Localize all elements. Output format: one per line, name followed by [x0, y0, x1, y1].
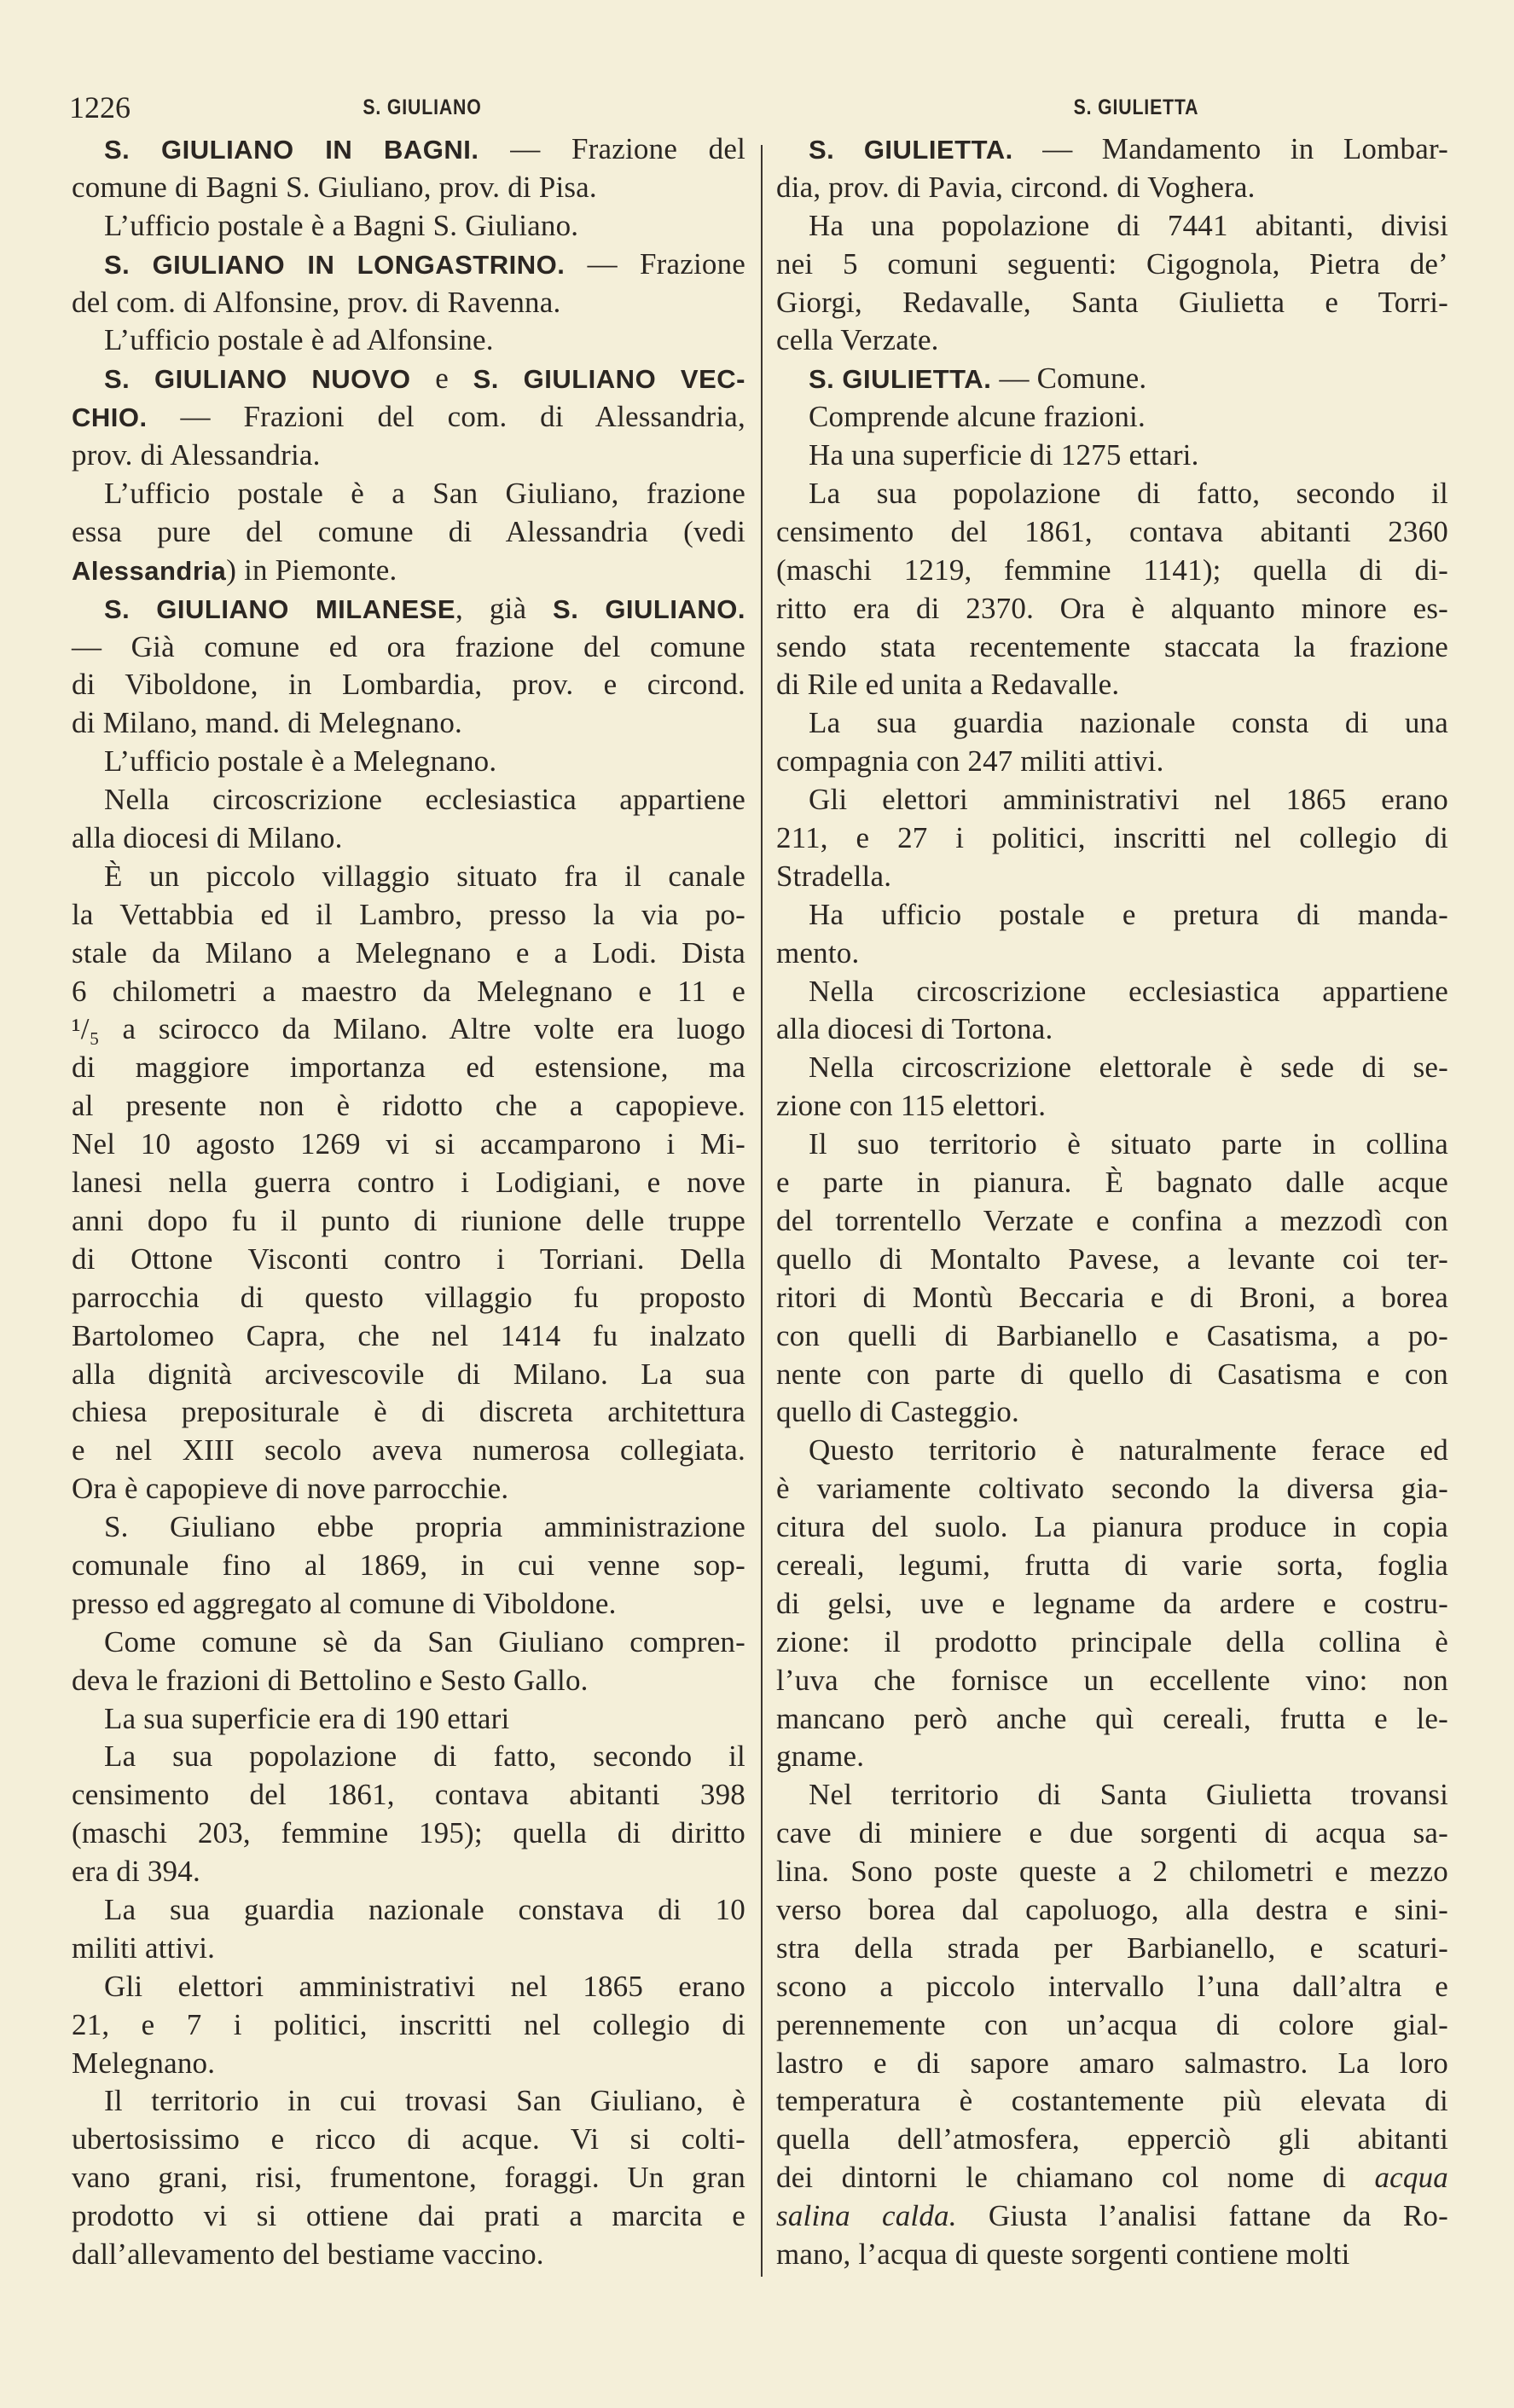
paragraph [72, 781, 745, 858]
paragraph [72, 1700, 745, 1739]
text-line: nente con parte di quello di Casatisma e con [776, 1357, 1448, 1391]
text-line: comune di Bagni S. Giuliano, prov. di Pisa. [72, 170, 597, 204]
entry-headword: S. GIULIANO IN LONGASTRINO. [104, 249, 588, 280]
text-line: 6 chilometri a maestro da Melegnano e 11 e [72, 974, 745, 1008]
text-line: prov. di Alessandria. [72, 438, 321, 472]
text-line: alla diocesi di Milano. [72, 821, 343, 855]
text-line: mano, l’acqua di queste sorgenti contiene molti [776, 2237, 1350, 2271]
text-line: militi attivi. [72, 1930, 216, 1965]
running-head-left: S. GIULIANO [363, 96, 482, 119]
text-segment: Giusta l’analisi fattane da Ro- [956, 2199, 1448, 2233]
text-line: mento. [776, 935, 860, 970]
text-line: al presente non è ridotto che a capopieve. [72, 1089, 745, 1123]
text-line: di Viboldone, in Lombardia, prov. e circond. [72, 668, 745, 702]
text-line: dall’allevamento del bestiame vaccino. [72, 2237, 544, 2271]
text-segment: — Mandamento in Lombar- [1042, 132, 1448, 165]
text-line: La sua superficie era di 190 ettari [104, 1701, 510, 1735]
text-line: Gli elettori amministrativi nel 1865 erano [809, 783, 1448, 817]
text-line: compagnia con 247 militi attivi. [776, 744, 1164, 779]
text-line: — Già comune ed ora frazione del comune [72, 629, 745, 663]
text-line: stale da Milano a Melegnano e a Lodi. Dista [72, 935, 745, 970]
text-line: cave di miniere e due sorgenti di acqua sa- [776, 1816, 1448, 1850]
text-line: essa pure del comune di Alessandria (vedi [72, 514, 745, 548]
text-line: ritori di Montù Beccaria e di Broni, a borea [776, 1280, 1448, 1314]
text-line: parrocchia di questo villaggio fu proposto [72, 1280, 745, 1314]
paragraph [72, 475, 745, 590]
text-line: La sua guardia nazionale constava di 10 [104, 1892, 745, 1926]
text-line: scono a piccolo intervallo l’una dall’altra e [776, 1969, 1448, 2003]
paragraph [72, 207, 745, 246]
text-line: Nel 10 agosto 1269 vi si accamparono i Mi- [72, 1127, 745, 1161]
text-line: ubertosissimo e ricco di acque. Vi si colti- [72, 2122, 745, 2156]
paragraph [72, 590, 745, 744]
text-line: Nella circoscrizione elettorale è sede di se- [809, 1051, 1448, 1085]
paragraph [72, 130, 745, 207]
paragraph [776, 704, 1448, 781]
paragraph [72, 858, 745, 1508]
text-line: anni dopo fu il punto di riunione delle truppe [72, 1203, 745, 1237]
text-line: verso borea dal capoluogo, alla destra e sini- [776, 1892, 1448, 1926]
text-segment: , già [455, 591, 554, 625]
paragraph [72, 1508, 745, 1624]
text-line: S. Giuliano ebbe propria amministrazione [104, 1510, 745, 1544]
left-column [72, 130, 745, 2274]
text-segment: dei dintorni le chiamano col nome di [776, 2161, 1375, 2195]
paragraph [72, 1891, 745, 1968]
text-line [72, 360, 745, 398]
paragraph [72, 360, 745, 475]
text-line: e parte in pianura. È bagnato dalle acque [776, 1166, 1448, 1200]
text-line: Ora è capopieve di nove parrocchie. [72, 1472, 509, 1506]
text-line: censimento del 1861, contava abitanti 398 [72, 1778, 745, 1812]
paragraph [72, 743, 745, 781]
text-line: censimento del 1861, contava abitanti 2360 [776, 514, 1448, 548]
text-line: di Ottone Visconti contro i Torriani. Della [72, 1242, 745, 1276]
text-line: L’ufficio postale è a Bagni S. Giuliano. [104, 208, 579, 242]
text-line: 21, e 7 i politici, inscritti nel collegio di [72, 2007, 745, 2041]
text-line: Giorgi, Redavalle, Santa Giulietta e Torri- [776, 285, 1448, 319]
text-line: quella dell’atmosfera, epperciò gli abitanti [776, 2122, 1448, 2156]
text-line [72, 590, 745, 628]
text-line: Il territorio in cui trovasi San Giuliano, è [104, 2084, 745, 2118]
entry-headword: S. GIULIANO VEC- [473, 364, 745, 395]
paragraph [72, 321, 745, 360]
text-line: di maggiore importanza ed estensione, ma [72, 1051, 745, 1085]
text-line: dia, prov. di Pavia, circond. di Voghera. [776, 170, 1256, 204]
text-line: La sua popolazione di fatto, secondo il [809, 477, 1448, 511]
text-line: La sua guardia nazionale consta di una [809, 706, 1448, 740]
text-line: comunale fino al 1869, in cui venne sop- [72, 1548, 745, 1582]
text-line: lastro e di sapore amaro salmastro. La loro [776, 2046, 1448, 2080]
right-column [776, 130, 1448, 2274]
running-head-right: S. GIULIETTA [1073, 96, 1199, 119]
text-segment: ) in Piemonte. [226, 553, 397, 587]
text-line: deva le frazioni di Bettolino e Sesto Gallo. [72, 1663, 589, 1697]
text-line: cereali, legumi, frutta di varie sorta, foglia [776, 1548, 1448, 1582]
text-line: Ha una superficie di 1275 ettari. [809, 438, 1199, 472]
paragraph [776, 398, 1448, 437]
text-line: gname. [776, 1739, 865, 1774]
paragraph [72, 1624, 745, 1700]
paragraph [776, 896, 1448, 973]
text-line: chiesa prepositurale è di discreta architettura [72, 1395, 745, 1429]
paragraph [776, 1126, 1448, 1432]
text-line: L’ufficio postale è ad Alfonsine. [104, 323, 494, 357]
text-line [72, 398, 745, 437]
paragraph [776, 475, 1448, 704]
text-line [72, 552, 745, 590]
text-line [72, 246, 745, 284]
text-line: vano grani, risi, frumentone, foraggi. Un gran [72, 2161, 745, 2195]
text-line: Il suo territorio è situato parte in collina [809, 1127, 1448, 1161]
text-line: ¹/₅ a scirocco da Milano. Altre volte era luogo [72, 1012, 745, 1046]
entry-headword: S. GIULIETTA. [809, 364, 1000, 395]
text-segment: e [435, 362, 473, 396]
text-line: quello di Montalto Pavese, a levante coi ter- [776, 1242, 1448, 1276]
italic-text: salina calda. [776, 2199, 957, 2233]
text-line: alla dignità arcivescovile di Milano. La sua [72, 1357, 745, 1391]
text-line: L’ufficio postale è a San Giuliano, frazione [104, 477, 745, 511]
text-line: La sua popolazione di fatto, secondo il [104, 1739, 745, 1774]
paragraph [72, 1968, 745, 2083]
text-line: quello di Casteggio. [776, 1395, 1019, 1429]
paragraph [776, 437, 1448, 475]
paragraph [776, 973, 1448, 1050]
text-line: l’uva che fornisce un eccellente vino: non [776, 1663, 1448, 1697]
text-line: Come comune sè da San Giuliano compren- [104, 1624, 745, 1658]
paragraph [776, 130, 1448, 207]
text-line: Comprende alcune frazioni. [809, 400, 1146, 434]
text-line: la Vettabbia ed il Lambro, presso la via po- [72, 897, 745, 931]
text-line: temperatura è costantemente più elevata di [776, 2084, 1448, 2118]
paragraph [72, 1738, 745, 1891]
text-line: Gli elettori amministrativi nel 1865 erano [104, 1969, 745, 2003]
text-line: zione: il prodotto principale della collina è [776, 1624, 1448, 1658]
text-line: ritto era di 2370. Ora è alquanto minore es- [776, 591, 1448, 625]
text-line: citura del suolo. La pianura produce in copia [776, 1510, 1448, 1544]
text-line: È un piccolo villaggio situato fra il canale [104, 859, 745, 893]
column-divider [761, 145, 763, 2277]
text-line: (maschi 1219, femmine 1141); quella di di- [776, 553, 1448, 587]
text-line: sendo stata recentemente staccata la frazione [776, 629, 1448, 663]
text-segment: — Frazione del [510, 132, 745, 165]
text-line: lina. Sono poste queste a 2 chilometri e mezzo [776, 1855, 1448, 1889]
text-line [776, 2197, 1448, 2236]
text-line: Melegnano. [72, 2046, 216, 2080]
text-line: presso ed aggregato al comune di Viboldone. [72, 1586, 617, 1620]
text-line: stra della strada per Barbianello, e scaturi- [776, 1930, 1448, 1965]
paragraph [776, 1432, 1448, 1776]
text-line: è variamente coltivato secondo la diversa gia- [776, 1472, 1448, 1506]
text-line: Nel territorio di Santa Giulietta trovansi [809, 1778, 1448, 1812]
entry-headword: S. GIULIANO MILANESE [104, 593, 456, 624]
text-line: nei 5 comuni seguenti: Cigognola, Pietra de’ [776, 246, 1448, 281]
entry-headword: Alessandria [72, 555, 227, 586]
paragraph [776, 1049, 1448, 1126]
entry-headword: CHIO. [72, 402, 181, 433]
text-line: Bartolomeo Capra, che nel 1414 fu inalzato [72, 1318, 745, 1352]
text-line: lanesi nella guerra contro i Lodigiani, e nove [72, 1166, 745, 1200]
text-line [72, 130, 745, 169]
text-line: di Milano, mand. di Melegnano. [72, 706, 463, 740]
text-line: alla diocesi di Tortona. [776, 1012, 1053, 1046]
entry-headword: S. GIULIANO. [553, 593, 745, 624]
text-line [776, 130, 1448, 169]
text-line [776, 360, 1448, 398]
text-line: prodotto vi si ottiene dai prati a marcita e [72, 2199, 745, 2233]
page-number: 1226 [69, 90, 131, 124]
text-line: zione con 115 elettori. [776, 1089, 1047, 1123]
paragraph [776, 781, 1448, 896]
text-segment: — Frazione [587, 246, 746, 281]
text-line: 211, e 27 i politici, inscritti nel collegio di [776, 821, 1448, 855]
text-segment: — Comune. [999, 362, 1147, 396]
text-segment: — Frazioni del com. di Alessandria, [180, 400, 745, 434]
text-line: di Rile ed unita a Redavalle. [776, 668, 1120, 702]
paragraph [776, 207, 1448, 361]
text-line: Stradella. [776, 859, 892, 893]
text-line: cella Verzate. [776, 323, 939, 357]
text-line: perennemente con un’acqua di colore gial- [776, 2007, 1448, 2041]
text-line: e nel XIII secolo aveva numerosa collegiata. [72, 1433, 745, 1467]
text-line: di gelsi, uve e legname da ardere e costru- [776, 1586, 1448, 1620]
text-line: con quelli di Barbianello e Casatisma, a po- [776, 1318, 1448, 1352]
text-line: (maschi 203, femmine 195); quella di diritto [72, 1816, 745, 1850]
text-line: Nella circoscrizione ecclesiastica appartiene [104, 783, 745, 817]
entry-headword: S. GIULIETTA. [809, 135, 1043, 165]
paragraph [776, 1776, 1448, 2274]
entry-headword: S. GIULIANO NUOVO [104, 364, 436, 395]
text-line: del com. di Alfonsine, prov. di Ravenna. [72, 285, 561, 319]
paragraph [72, 246, 745, 322]
text-line: Ha una popolazione di 7441 abitanti, divisi [809, 208, 1448, 242]
text-line: era di 394. [72, 1855, 200, 1889]
paragraph [72, 2082, 745, 2273]
entry-headword: S. GIULIANO IN BAGNI. [104, 135, 511, 165]
paragraph [776, 360, 1448, 398]
text-line: L’ufficio postale è a Melegnano. [104, 744, 497, 779]
text-line: Nella circoscrizione ecclesiastica appartiene [809, 974, 1448, 1008]
text-line: Ha ufficio postale e pretura di manda- [809, 897, 1448, 931]
italic-text: acqua [1374, 2161, 1448, 2195]
text-line [776, 2159, 1448, 2197]
text-line: mancano però anche quì cereali, frutta e le- [776, 1701, 1448, 1735]
text-line: del torrentello Verzate e confina a mezzodì con [776, 1203, 1448, 1237]
text-line: Questo territorio è naturalmente ferace ed [809, 1433, 1448, 1467]
